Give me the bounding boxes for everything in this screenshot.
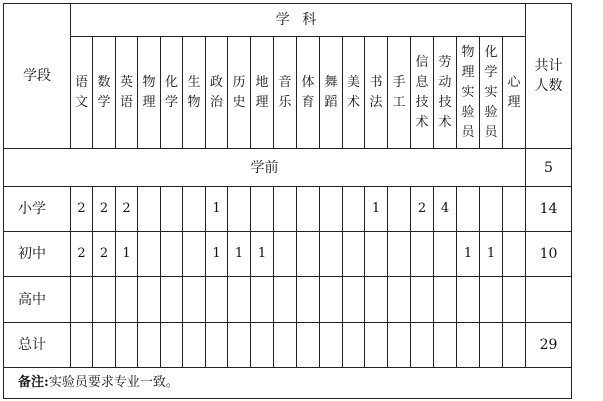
count-cell xyxy=(228,277,251,323)
count-cell xyxy=(365,232,388,277)
count-cell xyxy=(434,232,457,277)
count-cell: 1 xyxy=(116,232,138,277)
row-total: 14 xyxy=(526,187,572,232)
count-cell xyxy=(274,277,297,323)
subject-label: 美术 xyxy=(346,74,360,110)
subject-header xyxy=(320,37,343,149)
subject-header xyxy=(343,37,365,149)
row-total: 29 xyxy=(526,323,572,368)
count-cell xyxy=(161,277,183,323)
table-row xyxy=(4,323,572,368)
count-cell xyxy=(93,277,116,323)
subject-header xyxy=(161,37,183,149)
subject-label: 体育 xyxy=(301,74,315,110)
stage-label: 小学 xyxy=(4,187,71,232)
subject-header xyxy=(228,37,251,149)
subject-label: 英语 xyxy=(119,74,133,110)
subject-label: 舞蹈 xyxy=(324,74,338,110)
note-label: 备注: xyxy=(18,375,49,390)
count-cell xyxy=(274,232,297,277)
subject-header xyxy=(457,37,480,149)
count-cell xyxy=(503,187,526,232)
subject-header-row xyxy=(4,37,572,149)
count-cell xyxy=(297,232,320,277)
count-cell xyxy=(388,187,411,232)
row-total: 10 xyxy=(526,232,572,277)
subject-label: 历史 xyxy=(232,74,246,110)
count-cell xyxy=(343,323,365,368)
count-cell xyxy=(480,187,503,232)
stage-label: 初中 xyxy=(4,232,71,277)
count-cell: 2 xyxy=(71,232,93,277)
subject-header xyxy=(411,37,434,149)
table-row xyxy=(4,277,572,323)
count-cell xyxy=(71,323,93,368)
count-cell xyxy=(206,277,228,323)
count-cell xyxy=(161,232,183,277)
count-cell: 2 xyxy=(71,187,93,232)
count-cell xyxy=(183,232,206,277)
subject-group-header: 学 科 xyxy=(71,4,526,37)
stage-label: 高中 xyxy=(4,277,71,323)
subject-label: 心理 xyxy=(507,74,521,110)
staffing-table xyxy=(3,3,572,399)
count-cell xyxy=(138,187,161,232)
preschool-total: 5 xyxy=(526,149,572,187)
count-cell xyxy=(297,187,320,232)
subject-header xyxy=(116,37,138,149)
subject-label: 地理 xyxy=(255,74,269,110)
count-cell xyxy=(343,187,365,232)
count-cell: 1 xyxy=(228,232,251,277)
count-cell xyxy=(93,323,116,368)
count-cell xyxy=(138,323,161,368)
note-cell xyxy=(4,368,572,399)
count-cell xyxy=(183,323,206,368)
subject-label: 书法 xyxy=(369,74,383,110)
subject-header xyxy=(138,37,161,149)
count-cell xyxy=(116,277,138,323)
count-cell xyxy=(503,232,526,277)
count-cell xyxy=(320,187,343,232)
count-cell xyxy=(503,277,526,323)
count-cell xyxy=(251,187,274,232)
count-cell: 2 xyxy=(411,187,434,232)
subject-label: 生物 xyxy=(187,74,201,110)
table-row xyxy=(4,187,572,232)
count-cell: 1 xyxy=(457,232,480,277)
count-cell: 1 xyxy=(206,187,228,232)
subject-header xyxy=(274,37,297,149)
count-cell xyxy=(365,323,388,368)
count-cell xyxy=(274,323,297,368)
count-cell xyxy=(71,277,93,323)
count-cell xyxy=(457,187,480,232)
count-cell xyxy=(138,232,161,277)
count-cell xyxy=(251,277,274,323)
subject-label: 手工 xyxy=(392,74,406,110)
count-cell: 1 xyxy=(206,232,228,277)
count-cell xyxy=(297,277,320,323)
subject-header xyxy=(251,37,274,149)
total-header xyxy=(526,4,572,149)
count-cell: 1 xyxy=(251,232,274,277)
count-cell xyxy=(411,277,434,323)
preschool-label: 学前 xyxy=(4,149,526,187)
count-cell xyxy=(206,323,228,368)
stage-header: 学段 xyxy=(4,4,71,149)
count-cell: 2 xyxy=(93,187,116,232)
count-cell xyxy=(434,323,457,368)
count-cell xyxy=(434,277,457,323)
table-row xyxy=(4,232,572,277)
subject-header xyxy=(388,37,411,149)
subject-header xyxy=(434,37,457,149)
count-cell xyxy=(183,187,206,232)
count-cell: 1 xyxy=(480,232,503,277)
count-cell xyxy=(297,323,320,368)
count-cell xyxy=(161,187,183,232)
count-cell xyxy=(457,277,480,323)
count-cell xyxy=(480,277,503,323)
preschool-row xyxy=(4,149,572,187)
count-cell xyxy=(365,277,388,323)
subject-header xyxy=(93,37,116,149)
subject-header xyxy=(71,37,93,149)
subject-label: 物理实验员 xyxy=(461,44,475,140)
subject-header xyxy=(480,37,503,149)
count-cell xyxy=(320,232,343,277)
header-row-group xyxy=(4,4,572,37)
count-cell: 4 xyxy=(434,187,457,232)
count-cell xyxy=(411,323,434,368)
count-cell xyxy=(228,187,251,232)
count-cell xyxy=(480,323,503,368)
count-cell xyxy=(320,277,343,323)
subject-label: 物理 xyxy=(142,74,156,110)
subject-header xyxy=(365,37,388,149)
count-cell: 2 xyxy=(93,232,116,277)
note-row xyxy=(4,368,572,399)
total-header-label: 共计人数 xyxy=(534,58,563,94)
count-cell xyxy=(138,277,161,323)
subject-header xyxy=(297,37,320,149)
subject-label: 政治 xyxy=(209,74,223,110)
count-cell xyxy=(320,323,343,368)
subject-header xyxy=(503,37,526,149)
count-cell xyxy=(251,323,274,368)
subject-header xyxy=(183,37,206,149)
note-text: 实验员要求专业一致。 xyxy=(48,375,179,390)
subject-label: 语文 xyxy=(74,74,88,110)
count-cell xyxy=(183,277,206,323)
row-total xyxy=(526,277,572,323)
count-cell: 1 xyxy=(365,187,388,232)
subject-label: 化学 xyxy=(164,74,178,110)
count-cell xyxy=(411,232,434,277)
count-cell xyxy=(457,323,480,368)
count-cell: 2 xyxy=(116,187,138,232)
count-cell xyxy=(116,323,138,368)
count-cell xyxy=(388,232,411,277)
count-cell xyxy=(388,323,411,368)
count-cell xyxy=(343,232,365,277)
count-cell xyxy=(228,323,251,368)
count-cell xyxy=(388,277,411,323)
subject-header xyxy=(206,37,228,149)
count-cell xyxy=(503,323,526,368)
subject-label: 信息技术 xyxy=(415,54,429,130)
subject-label: 数学 xyxy=(97,74,111,110)
subject-label: 化学实验员 xyxy=(484,44,498,140)
subject-label: 劳动技术 xyxy=(438,54,452,130)
count-cell xyxy=(161,323,183,368)
subject-label: 音乐 xyxy=(278,74,292,110)
count-cell xyxy=(343,277,365,323)
stage-label: 总计 xyxy=(4,323,71,368)
count-cell xyxy=(274,187,297,232)
